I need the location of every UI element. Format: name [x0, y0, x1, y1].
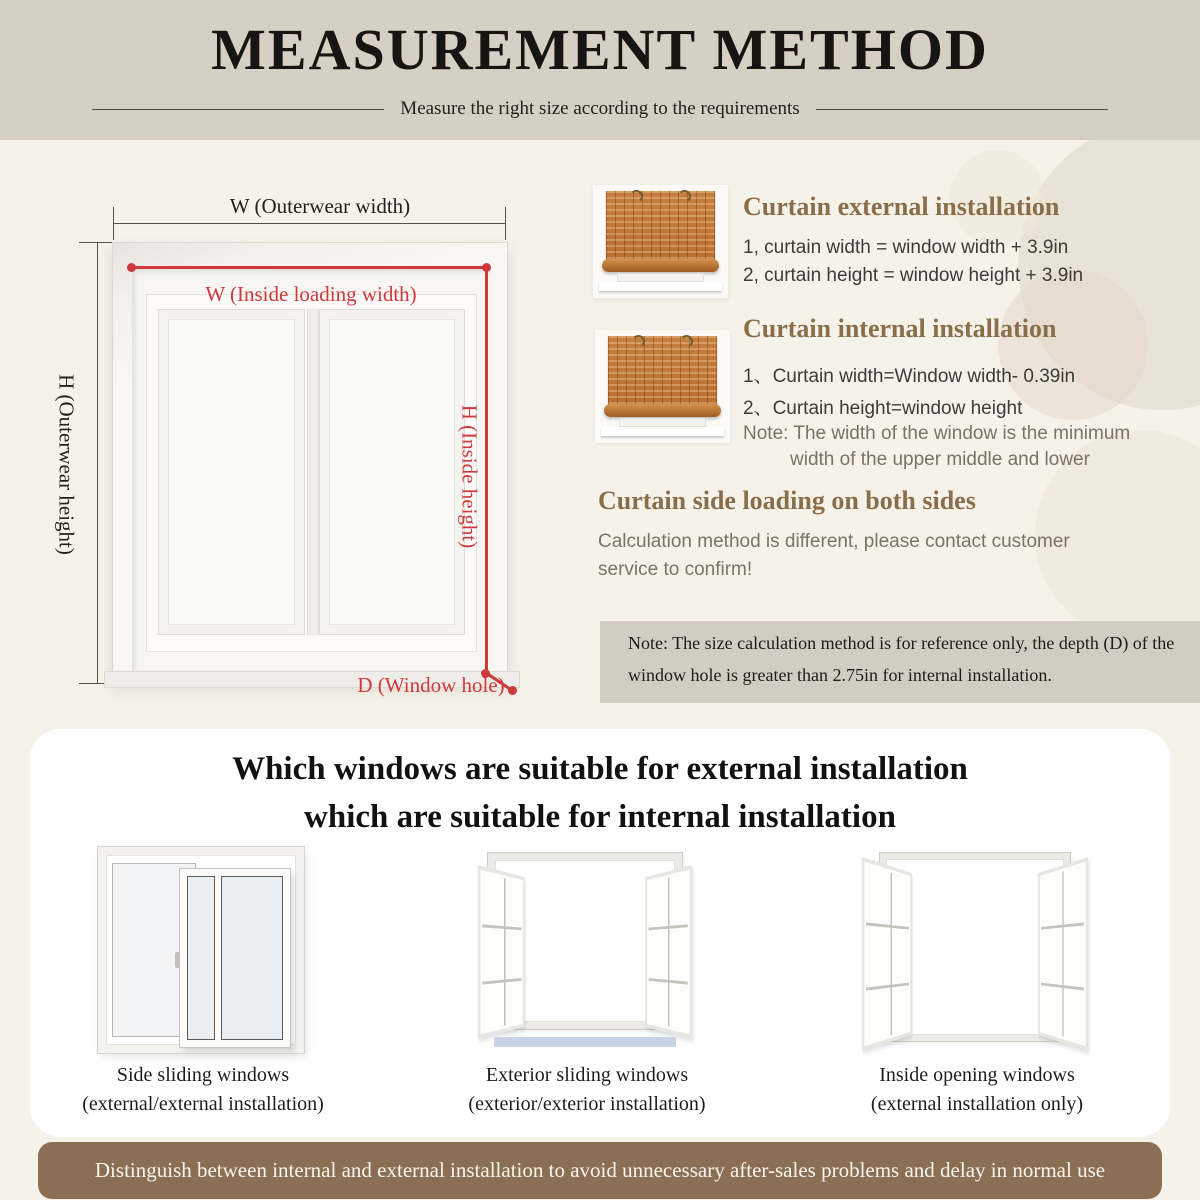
internal-installation-heading: Curtain internal installation: [743, 314, 1057, 343]
external-rule-2: 2, curtain height = window height + 3.9in: [743, 265, 1084, 286]
page-subtitle: Measure the right size according to the requirements: [400, 98, 800, 119]
note-line1: Note: The size calculation method is for reference only, the depth (D) of the: [628, 633, 1175, 653]
internal-note-line1: Note: The width of the window is the minimum: [743, 423, 1131, 444]
page-title: MEASUREMENT METHOD: [211, 17, 989, 82]
windowsill: [494, 1037, 676, 1047]
note-line2: window hole is greater than 2.75in for internal installation.: [628, 665, 1052, 685]
window-behind-blind: [617, 273, 704, 282]
casement-panel-right: [645, 865, 692, 1039]
window-illustration-inside-opening: [846, 845, 1104, 1057]
internal-rule-1: 1、Curtain width=Window width- 0.39in: [743, 366, 1076, 387]
window-hole-depth-label: D (Window hole): [357, 673, 505, 697]
hook-icon: [632, 335, 645, 348]
hook-icon: [630, 190, 643, 203]
casement-panel-right: [1038, 857, 1088, 1051]
caption-title: Exterior sliding windows: [485, 1064, 689, 1086]
internal-rule-2: 2、Curtain height=window height: [743, 398, 1023, 419]
window-illustration-exterior-sliding: [458, 849, 712, 1055]
caption-sub: (exterior/exterior installation): [468, 1093, 706, 1115]
caption-inside-opening: [812, 1061, 1142, 1119]
footer-warning-text: Distinguish between internal and external installation to avoid unnecessary after-sales problems and delay in normal use: [94, 1158, 1106, 1182]
window-suitability-card: [30, 729, 1170, 1137]
inside-width-label: W (Inside loading width): [205, 282, 417, 306]
windowsill: [601, 427, 724, 436]
internal-note-line2: width of the upper middle and lower: [790, 449, 1090, 470]
inside-height-label: H (Inside height): [457, 404, 482, 549]
windowsill: [599, 282, 722, 291]
external-installation-heading: Curtain external installation: [743, 192, 1060, 221]
hook-icon: [678, 190, 691, 203]
hook-icon: [680, 335, 693, 348]
window-illustration-side-sliding: [98, 847, 304, 1053]
caption-sub: (external installation only): [870, 1093, 1084, 1115]
side-loading-body-line1: Calculation method is different, please contact customer: [598, 531, 1070, 552]
caption-sub: (external/external installation): [82, 1093, 324, 1115]
bamboo-curtain-photo-internal: [595, 330, 730, 443]
caption-title: Side sliding windows: [116, 1064, 290, 1086]
sliding-sash: [180, 869, 290, 1047]
reference-note-box: [600, 621, 1200, 703]
window-frame: [98, 847, 304, 1053]
footer-warning-bar: [38, 1142, 1162, 1199]
caption-side-sliding: [38, 1061, 368, 1119]
window-behind-blind: [619, 418, 706, 427]
bamboo-curtain-photo-external: [593, 185, 728, 298]
bamboo-blind: [606, 191, 715, 264]
suitability-title-line1: Which windows are suitable for external installation: [232, 751, 968, 787]
caption-title: Inside opening windows: [879, 1064, 1075, 1086]
casement-panel-left: [478, 865, 525, 1039]
glass-pane: [187, 876, 215, 1040]
muntin-grid: [649, 873, 688, 1031]
side-loading-body-line2: service to confirm!: [598, 559, 753, 580]
muntin-grid: [482, 873, 521, 1031]
bamboo-blind-roll: [602, 259, 719, 272]
outer-height-label: H (Outerwear height): [54, 374, 79, 555]
casement-panel-left: [862, 857, 912, 1051]
side-loading-heading: Curtain side loading on both sides: [598, 486, 976, 515]
window-handle: [175, 952, 180, 968]
muntin-grid: [866, 865, 909, 1043]
outer-width-label: W (Outerwear width): [229, 194, 411, 218]
caption-exterior-sliding: [422, 1061, 752, 1119]
muntin-grid: [1041, 865, 1084, 1043]
bamboo-blind: [608, 336, 717, 409]
suitability-title-line2: which are suitable for internal installation: [304, 799, 896, 835]
glass-pane: [221, 876, 283, 1040]
bamboo-blind-roll: [604, 404, 721, 417]
external-rule-1: 1, curtain width = window width + 3.9in: [743, 237, 1069, 258]
